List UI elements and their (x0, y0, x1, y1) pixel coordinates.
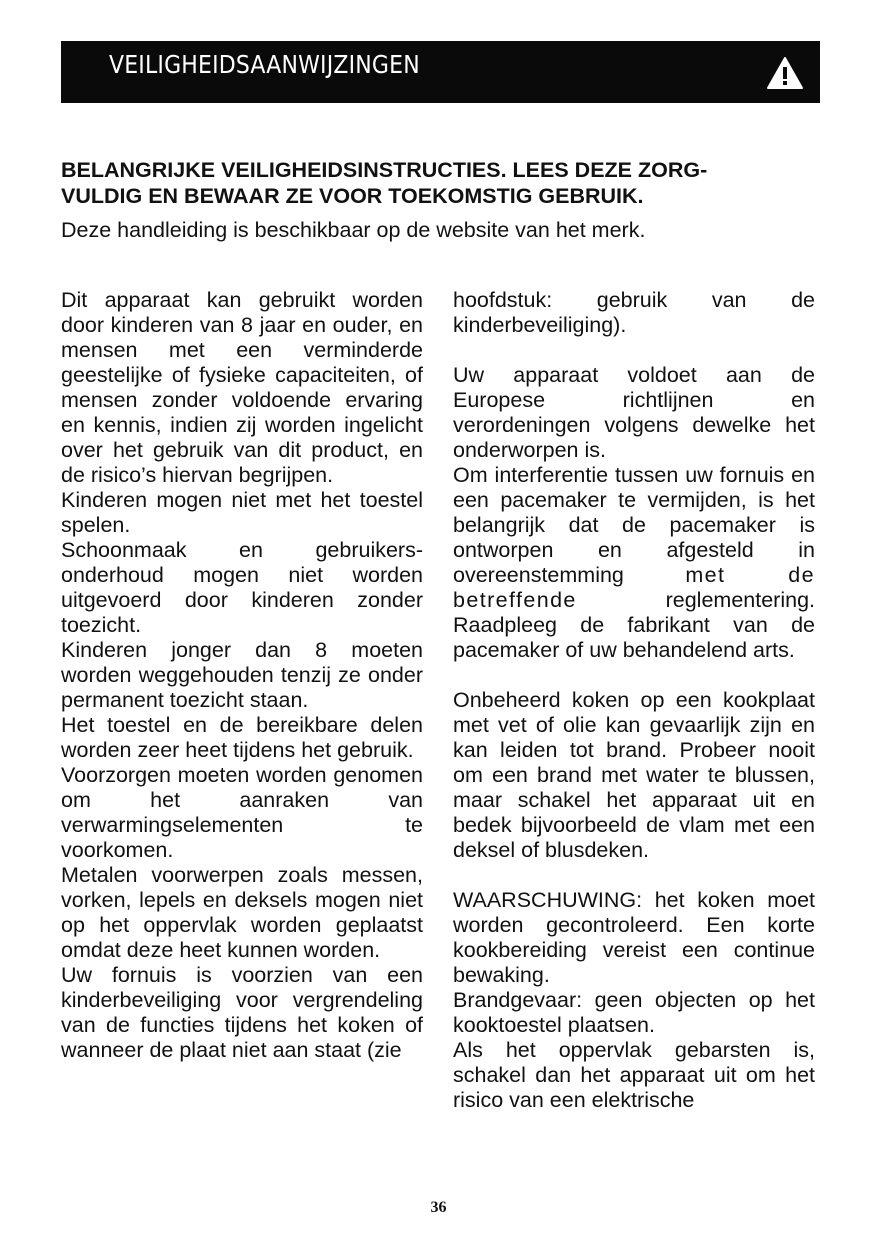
paragraph-warning: WAARSCHUWING: het koken moet worden gecontroleerd. Een korte kookbereiding vereist een continue bewaking. (453, 888, 815, 987)
section-title: VEILIGHEIDSAANWIJZINGEN (109, 50, 420, 79)
paragraph-heating-elements: Voorzorgen moeten worden genomen om het aanraken van verwarmingselementen te voorkomen. (61, 763, 423, 862)
paragraph-child-lock-continued: hoofdstuk: gebruik van de kinderbeveiliging). (453, 288, 815, 337)
right-column (453, 288, 815, 1113)
paragraph-children-usage: Dit apparaat kan gebruikt worden door kinderen van 8 jaar en ouder, en mensen met een verminderde geestelijke of fysieke capaciteiten, of mensen zonder voldoende ervaring en kennis, indien zij worden ingelicht over het gebruik van dit product, en de risico’s hiervan begrijpen. (61, 288, 423, 487)
paragraph-no-playing: Kinderen mogen niet met het toestel spelen. (61, 488, 423, 537)
paragraph-cleaning: Schoonmaak en gebruikers-onderhoud mogen niet worden uitgevoerd door kinderen zonder toezicht. (61, 538, 423, 637)
pacemaker-text-c: reglementering. Raadpleeg de fabrikant van de pacemaker of uw behandelend arts. (453, 588, 815, 662)
pacemaker-text-b: met de betreffende (453, 563, 815, 612)
paragraph-oil-fire: Onbeheerd koken op een kookplaat met vet of olie kan gevaarlijk zijn en kan leiden tot brand. Probeer nooit om een brand met water te blussen, maar schakel het apparaat uit en bedek bijvoorbeeld de vlam met een deksel of blusdeken. (453, 688, 815, 862)
paragraph-fire-hazard: Brandgevaar: geen objecten op het kooktoestel plaatsen. (453, 988, 815, 1037)
section-header (61, 41, 820, 103)
paragraph-cracked-surface: Als het oppervlak gebarsten is, schakel dan het apparaat uit om het risico van een elektrische (453, 1038, 815, 1112)
paragraph-hot-parts: Het toestel en de bereikbare delen worden zeer heet tijdens het gebruik. (61, 713, 423, 762)
paragraph-pacemaker (453, 463, 815, 663)
pacemaker-text-a: Om interferentie tussen uw fornuis en een pacemaker te vermijden, is het belangrijk dat de pacemaker is ontworpen en afgesteld in overeenstemming (453, 463, 815, 587)
important-safety-heading (61, 157, 821, 209)
paragraph-eu-compliance: Uw apparaat voldoet aan de Europese richtlijnen en verordeningen volgens dewelke het onderworpen is. (453, 363, 815, 462)
paragraph-supervision: Kinderen jonger dan 8 moeten worden weggehouden tenzij ze onder permanent toezicht staan. (61, 638, 423, 712)
paragraph-metal-objects: Metalen voorwerpen zoals messen, vorken, lepels en deksels mogen niet op het oppervlak worden geplaatst omdat deze heet kunnen worden. (61, 863, 423, 962)
intro-section (61, 157, 821, 243)
heading-line-1: BELANGRIJKE VEILIGHEIDSINSTRUCTIES. LEES DEZE ZORG- (61, 158, 708, 182)
left-column (61, 288, 423, 1063)
heading-line-2: VULDIG EN BEWAAR ZE VOOR TOEKOMSTIG GEBRUIK. (61, 184, 644, 208)
page-number: 36 (430, 1199, 447, 1216)
manual-availability-note: Deze handleiding is beschikbaar op de website van het merk. (61, 218, 646, 242)
paragraph-child-lock: Uw fornuis is voorzien van een kinderbeveiliging voor vergrendeling van de functies tijdens het koken of wanneer de plaat niet aan staat (zie (61, 963, 423, 1062)
warning-triangle-icon (766, 56, 804, 90)
